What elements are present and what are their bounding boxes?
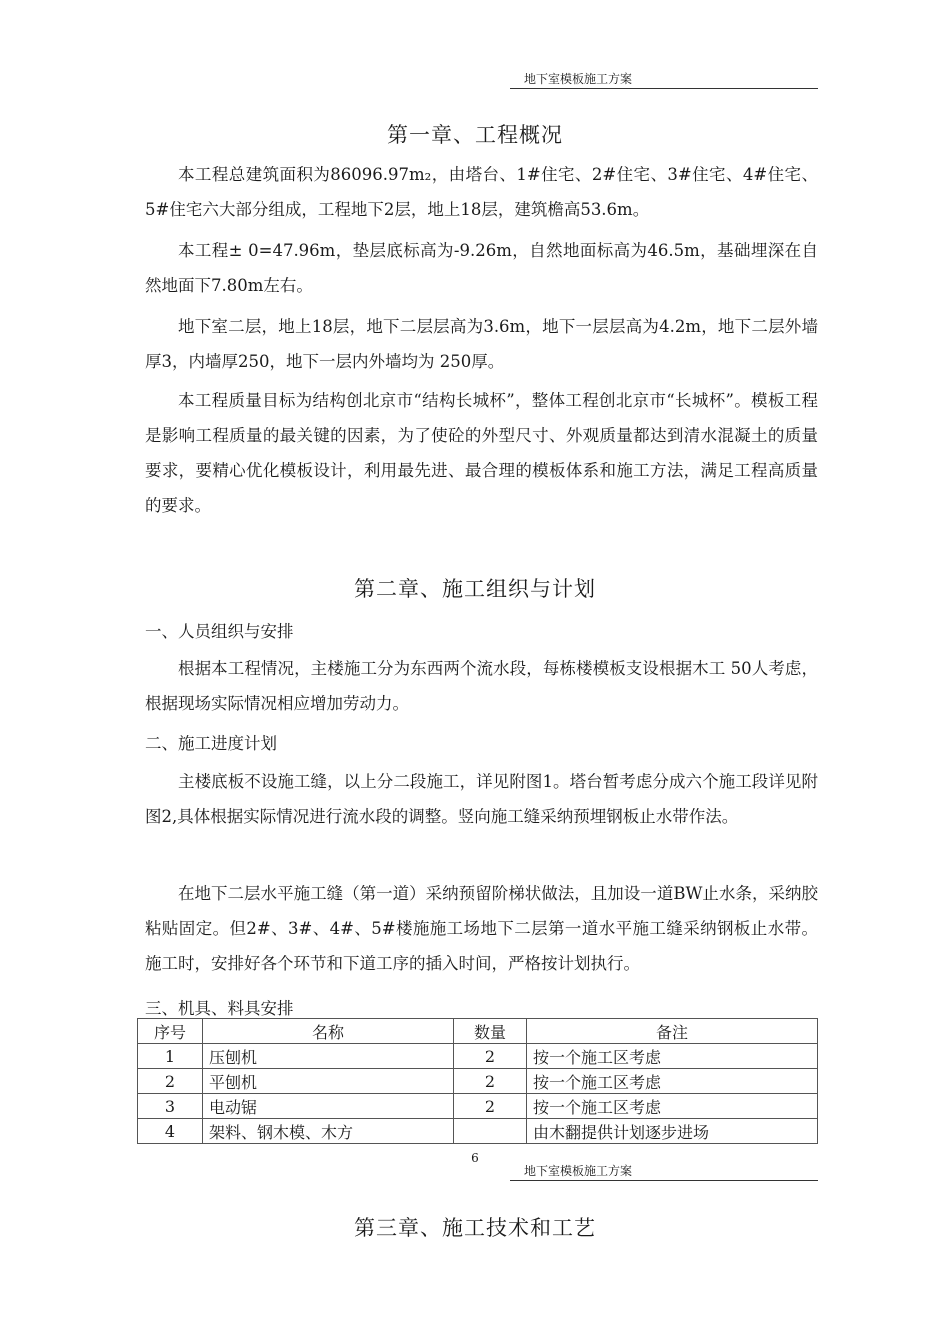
chapter-1-title: 第一章、工程概况 xyxy=(387,123,563,147)
cell-name: 压刨机 xyxy=(203,1044,454,1069)
header-title: 地下室模板施工方案 xyxy=(524,72,633,86)
cell-no: 3 xyxy=(138,1094,203,1119)
table-header-row xyxy=(138,1019,818,1044)
chapter-1-paragraph-1: 本工程总建筑面积为86096.97m₂，由塔台、1#住宅、2#住宅、3#住宅、4#住宅、5#住宅六大部分组成，工程地下2层，地上18层，建筑檐高53.6m。 xyxy=(145,165,818,219)
cell-name: 架料、钢木模、木方 xyxy=(203,1119,454,1144)
header-qty: 数量 xyxy=(454,1019,527,1044)
header-no: 序号 xyxy=(138,1019,203,1044)
cell-qty: 2 xyxy=(454,1094,527,1119)
chapter-1-paragraph-4: 本工程质量目标为结构创北京市“结构长城杯”，整体工程创北京市“长城杯”。模板工程是影响工程质量的最关键的因素，为了使砼的外型尺寸、外观质量都达到清水混凝土的质量要求，要精心优化模板设计，利用最先进、最合理的模板体系和施工方法，满足工程高质量的要求。 xyxy=(145,391,818,515)
cell-note: 按一个施工区考虑 xyxy=(527,1094,818,1119)
section-2-text-2: 在地下二层水平施工缝（第一道）采纳预留阶梯状做法，且加设一道BW止水条，采纳胶粘贴固定。但2#、3#、4#、5#楼施施工场地下二层第一道水平施工缝采纳钢板止水带。施工时，安排好各个环节和下道工序的插入时间，严格按计划执行。 xyxy=(145,884,818,973)
cell-qty: 2 xyxy=(454,1069,527,1094)
section-1-title: 一、人员组织与安排 xyxy=(145,622,294,641)
cell-note: 由木翻提供计划逐步进场 xyxy=(527,1119,818,1144)
table-row xyxy=(138,1119,818,1144)
chapter-1-paragraph-2: 本工程± 0=47.96m，垫层底标高为-9.26m，自然地面标高为46.5m，基础埋深在自然地面下7.80m左右。 xyxy=(145,241,818,295)
chapter-1-paragraph-3: 地下室二层，地上18层，地下二层层高为3.6m，地下一层层高为4.2m，地下二层外墙厚3，内墙厚250，地下一层内外墙均为 250厚。 xyxy=(145,317,818,371)
header-note: 备注 xyxy=(527,1019,818,1044)
equipment-table xyxy=(137,1018,818,1144)
page-number: 6 xyxy=(471,1151,479,1165)
section-2-text-1: 主楼底板不设施工缝，以上分二段施工，详见附图1。塔台暂考虑分成六个施工段详见附图2,具体根据实际情况进行流水段的调整。竖向施工缝采纳预埋钢板止水带作法。 xyxy=(145,772,818,826)
cell-note: 按一个施工区考虑 xyxy=(527,1069,818,1094)
cell-no: 1 xyxy=(138,1044,203,1069)
table-row xyxy=(138,1069,818,1094)
chapter-3-title: 第三章、施工技术和工艺 xyxy=(354,1216,596,1240)
page-header xyxy=(510,72,818,89)
header-title: 地下室模板施工方案 xyxy=(524,1164,633,1178)
cell-name: 平刨机 xyxy=(203,1069,454,1094)
cell-name: 电动锯 xyxy=(203,1094,454,1119)
table-row xyxy=(138,1044,818,1069)
header-name: 名称 xyxy=(203,1019,454,1044)
cell-qty xyxy=(454,1119,527,1144)
cell-no: 2 xyxy=(138,1069,203,1094)
table-row xyxy=(138,1094,818,1119)
section-1-text: 根据本工程情况，主楼施工分为东西两个流水段，每栋楼模板支设根据木工 50人考虑，根据现场实际情况相应增加劳动力。 xyxy=(145,659,818,713)
chapter-2-title: 第二章、施工组织与计划 xyxy=(354,577,596,601)
cell-no: 4 xyxy=(138,1119,203,1144)
page-2-header xyxy=(510,1164,818,1181)
cell-qty: 2 xyxy=(454,1044,527,1069)
cell-note: 按一个施工区考虑 xyxy=(527,1044,818,1069)
section-2-title: 二、施工进度计划 xyxy=(145,734,277,753)
section-3-title: 三、机具、料具安排 xyxy=(145,999,294,1018)
